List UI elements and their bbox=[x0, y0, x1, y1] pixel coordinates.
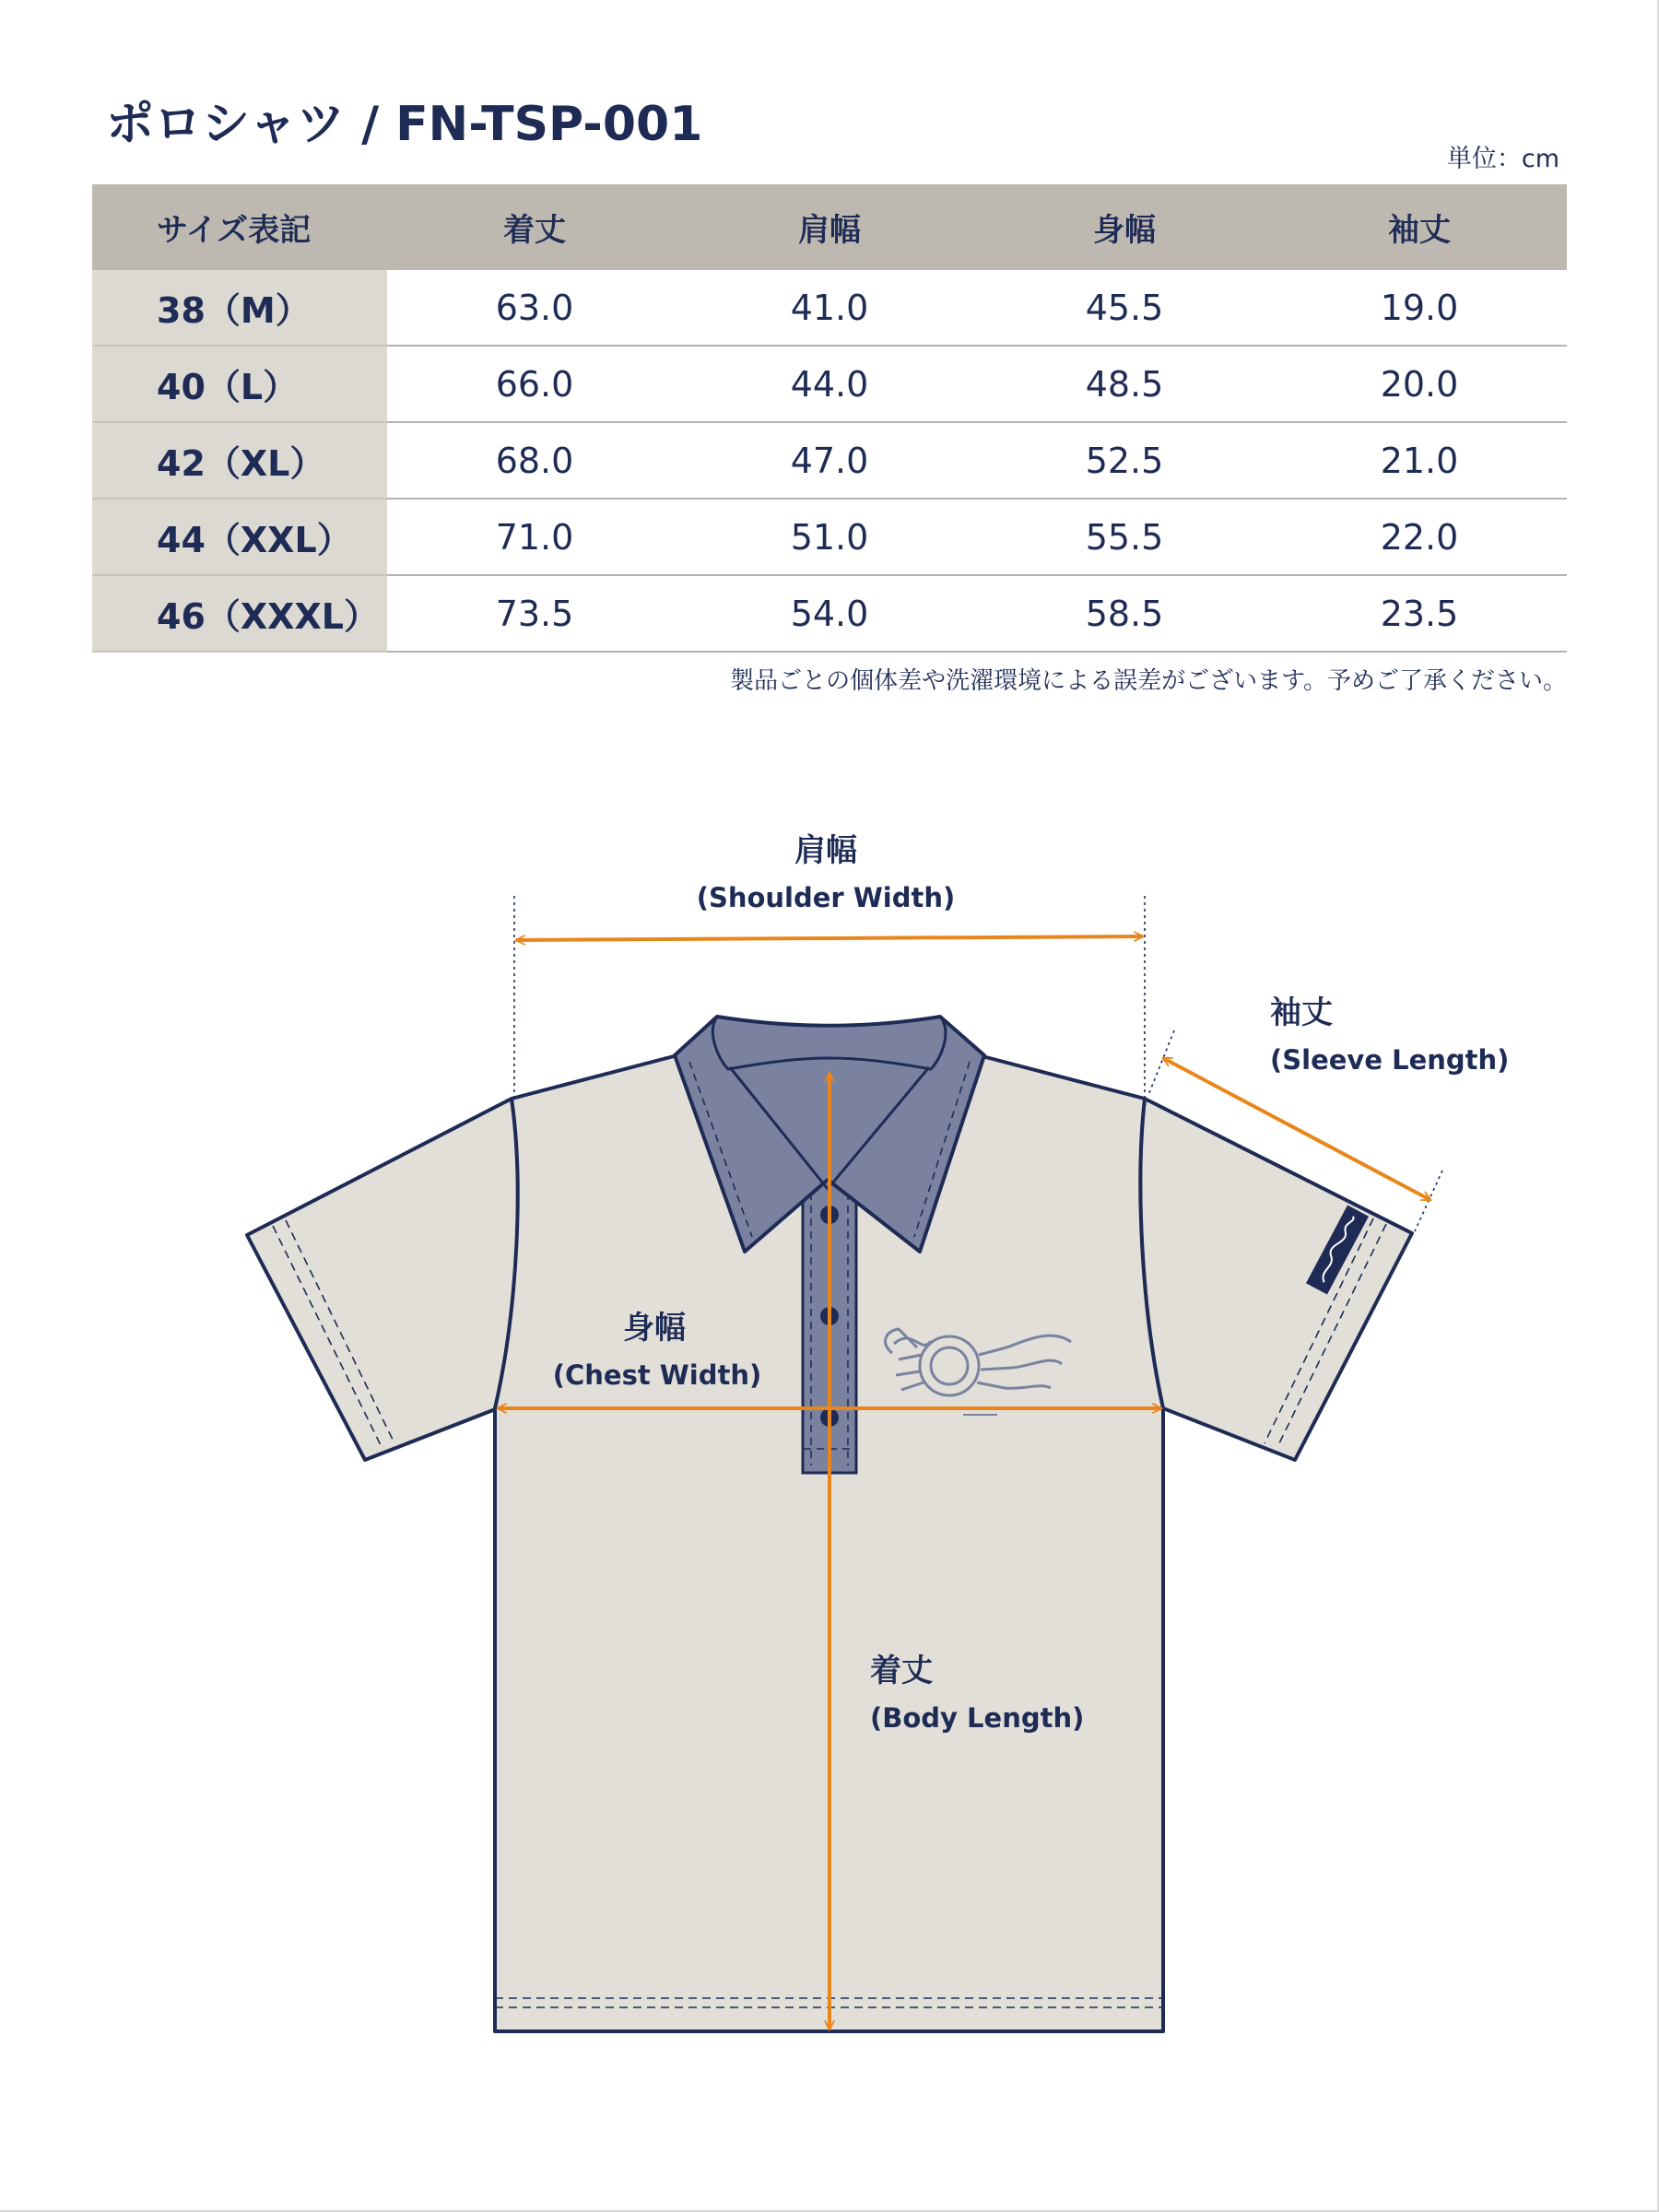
table-cell: 58.5 bbox=[977, 575, 1272, 652]
table-cell: 73.5 bbox=[387, 575, 682, 652]
table-cell: 52.5 bbox=[977, 422, 1272, 499]
table-cell: 41.0 bbox=[682, 270, 977, 346]
table-cell: 22.0 bbox=[1272, 499, 1567, 575]
size-label: 42（XL） bbox=[92, 422, 387, 499]
header-shoulder-width: 肩幅 bbox=[682, 184, 977, 270]
table-cell: 54.0 bbox=[682, 575, 977, 652]
table-cell: 47.0 bbox=[682, 422, 977, 499]
header-size: サイズ表記 bbox=[92, 184, 387, 270]
shoulder-label-en: (Shoulder Width) bbox=[696, 882, 956, 913]
shoulder-label-jp: 肩幅 bbox=[794, 832, 857, 869]
table-cell: 63.0 bbox=[387, 270, 682, 346]
table-cell: 51.0 bbox=[682, 499, 977, 575]
body-length-label-en: (Body Length) bbox=[870, 1702, 1085, 1734]
page-title: ポロシャツ / FN-TSP-001 bbox=[106, 97, 703, 152]
disclaimer-note: 製品ごとの個体差や洗濯環境による誤差がございます。予めご了承ください。 bbox=[730, 667, 1567, 695]
table-cell: 66.0 bbox=[387, 346, 682, 422]
sleeve-label-jp: 袖丈 bbox=[1270, 994, 1333, 1031]
left-sleeve bbox=[247, 1099, 518, 1460]
header-body-length: 着丈 bbox=[387, 184, 682, 270]
table-cell: 48.5 bbox=[977, 346, 1272, 422]
chest-label-en: (Chest Width) bbox=[552, 1359, 762, 1391]
size-label: 38（M） bbox=[92, 270, 387, 346]
sleeve-label-en: (Sleeve Length) bbox=[1270, 1044, 1510, 1076]
size-label: 44（XXL） bbox=[92, 499, 387, 575]
table-cell: 19.0 bbox=[1272, 270, 1567, 346]
size-label: 46（XXXL） bbox=[92, 575, 387, 652]
table-cell: 45.5 bbox=[977, 270, 1272, 346]
chest-label-jp: 身幅 bbox=[623, 1310, 686, 1347]
table-cell: 23.5 bbox=[1272, 575, 1567, 652]
header-sleeve-length: 袖丈 bbox=[1272, 184, 1567, 270]
table-cell: 68.0 bbox=[387, 422, 682, 499]
table-cell: 44.0 bbox=[682, 346, 977, 422]
unit-label: 単位：cm bbox=[1446, 145, 1559, 173]
body-length-label-jp: 着丈 bbox=[870, 1653, 933, 1689]
table-cell: 55.5 bbox=[977, 499, 1272, 575]
header-chest-width: 身幅 bbox=[977, 184, 1272, 270]
table-cell: 21.0 bbox=[1272, 422, 1567, 499]
size-label: 40（L） bbox=[92, 346, 387, 422]
shoulder-arrow bbox=[516, 936, 1143, 940]
table-cell: 71.0 bbox=[387, 499, 682, 575]
right-sleeve bbox=[1140, 1099, 1412, 1460]
table-cell: 20.0 bbox=[1272, 346, 1567, 422]
